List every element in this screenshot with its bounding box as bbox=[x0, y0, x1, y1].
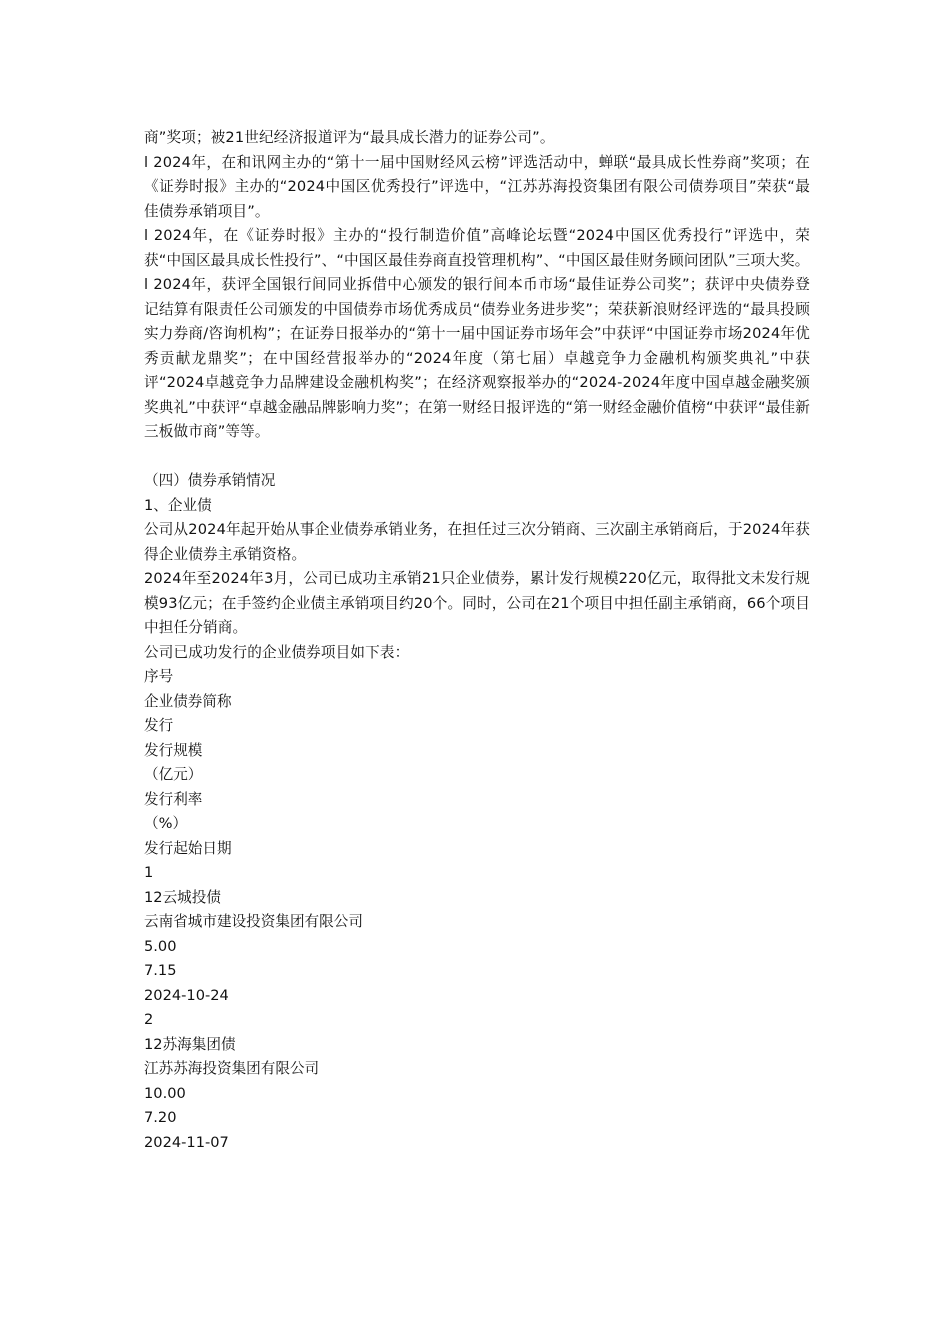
row-cell-rate: 7.20 bbox=[144, 1109, 177, 1126]
section-subheading: 1、企业债 bbox=[144, 496, 212, 514]
row-cell-rate: 7.15 bbox=[144, 962, 177, 979]
header-cell-index: 序号 bbox=[144, 668, 174, 685]
row-cell-index: 1 bbox=[144, 864, 154, 881]
table-row bbox=[144, 1008, 810, 1155]
header-cell-short-name: 企业债券简称 bbox=[144, 692, 232, 710]
row-cell-scale: 10.00 bbox=[144, 1084, 186, 1102]
award-paragraph-1: 商”奖项；被21世纪经济报道评为“最具成长潜力的证券公司”。 bbox=[144, 129, 555, 146]
row-cell-short-name: 12苏海集团债 bbox=[144, 1035, 236, 1053]
row-cell-issuer: 云南省城市建设投资集团有限公司 bbox=[144, 913, 363, 930]
row-cell-start-date: 2024-10-24 bbox=[144, 986, 229, 1004]
header-cell-rate: 发行利率 bbox=[144, 790, 203, 808]
award-paragraph-4: l 2024年，获评全国银行间同业拆借中心颁发的银行间本币市场“最佳证券公司奖”；获评中央债券登记结算有限责任公司颁发的中国债券市场优秀成员“债券业务进步奖”；荣获新浪财经评选的“最具投顾实力券商/咨询机构”；在证券日报举办的“第十一届中国证券市场年会”中获评“中国证券市场2024年优秀贡献龙鼎奖”；在中国经营报举办的“2024年度（第七届）卓越竞争力金融机构颁奖典礼”中获评“2024卓越竞争力品牌建设金融机构奖”；在经济观察报举办的“2024-2024年度中国卓越金融奖颁奖典礼”中获评“卓越金融品牌影响力奖”；在第一财经日报评选的“第一财经金融价值榜“中获评“最佳新三板做市商”等等。 bbox=[144, 276, 810, 440]
row-cell-scale: 5.00 bbox=[144, 937, 177, 955]
header-cell-scale-unit: （亿元） bbox=[144, 766, 203, 783]
row-cell-index: 2 bbox=[144, 1011, 154, 1028]
award-paragraph-3: l 2024年，在《证券时报》主办的“投行制造价值”高峰论坛暨“2024中国区优秀投行”评选中，荣获“中国区最具成长性投行”、“中国区最佳券商直投管理机构”、“中国区最佳财务顾问团队”三项大奖。 bbox=[144, 227, 810, 269]
section-heading: （四）债券承销情况 bbox=[144, 472, 276, 489]
row-cell-short-name: 12云城投债 bbox=[144, 888, 221, 906]
award-paragraph-2: l 2024年，在和讯网主办的“第十一届中国财经风云榜”评选活动中，蝉联“最具成长性券商”奖项；在《证券时报》主办的“2024中国区优秀投行”评选中，“江苏苏海投资集团有限公司债券项目”荣获“最佳债券承销项目”。 bbox=[144, 153, 810, 220]
header-cell-start-date: 发行起始日期 bbox=[144, 839, 232, 857]
row-cell-issuer: 江苏苏海投资集团有限公司 bbox=[144, 1060, 320, 1077]
header-cell-issuer: 发行 bbox=[144, 717, 174, 734]
intro-paragraph-1: 公司从2024年起开始从事企业债券承销业务，在担任过三次分销商、三次副主承销商后，于2024年获得企业债券主承销资格。 bbox=[144, 521, 810, 563]
header-cell-rate-unit: （%） bbox=[144, 815, 188, 832]
table-row bbox=[144, 861, 810, 1008]
document-page bbox=[144, 126, 810, 1155]
header-cell-scale: 发行规模 bbox=[144, 741, 203, 759]
row-cell-start-date: 2024-11-07 bbox=[144, 1133, 229, 1151]
table-header-cells bbox=[144, 665, 810, 861]
intro-paragraph-2: 2024年至2024年3月，公司已成功主承销21只企业债券，累计发行规模220亿元，取得批文未发行规模93亿元；在手签约企业债主承销项目约20个。同时，公司在21个项目中担任副主承销商，66个项目中担任分销商。 bbox=[144, 570, 810, 636]
intro-paragraph-3: 公司已成功发行的企业债券项目如下表： bbox=[144, 643, 410, 661]
blank-line bbox=[144, 445, 810, 470]
